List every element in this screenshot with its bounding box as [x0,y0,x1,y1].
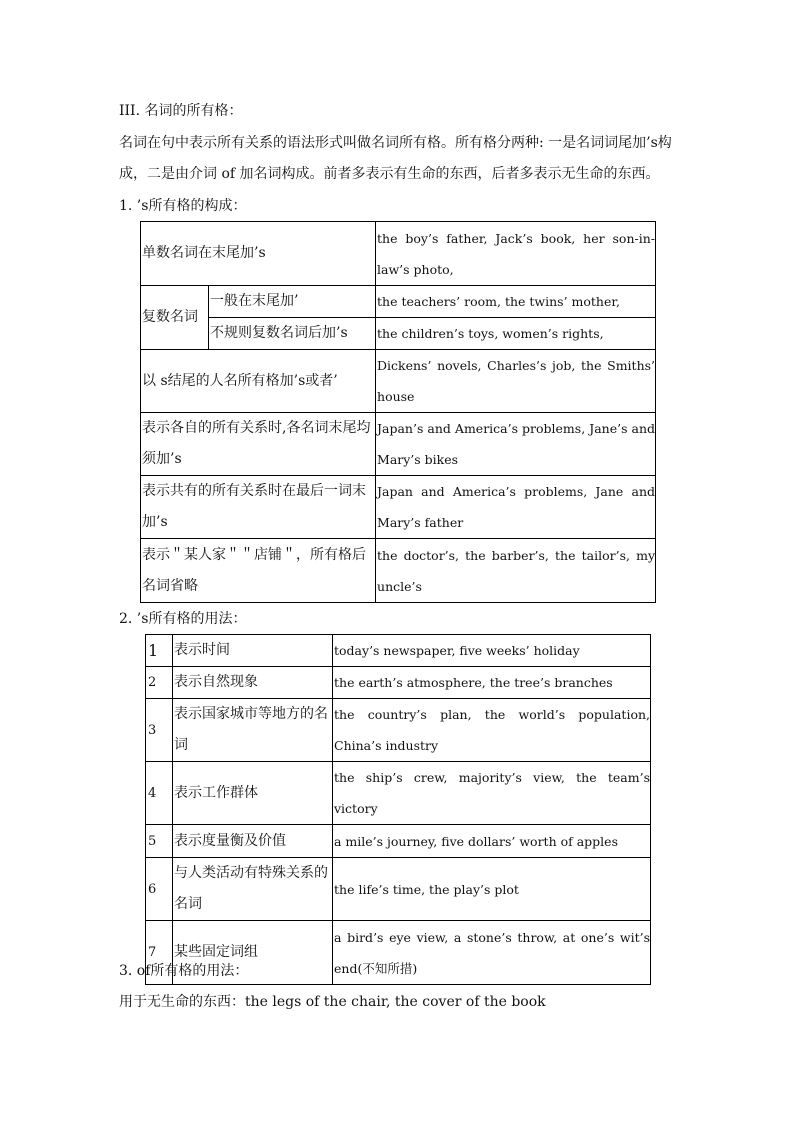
example-cell: a mile’s journey, five dollars’ worth of apples [333,825,651,858]
part1-heading: 1. ’s所有格的构成： [119,198,247,214]
part2-heading: 2. ’s所有格的用法： [119,611,247,627]
table-row [141,318,656,350]
row-number: 1 [146,635,173,667]
table-row [141,350,656,413]
table-row [141,413,656,476]
table-row [146,762,651,825]
example-cell: a bird’s eye view, a stone’s throw, at one’s wit’s end(不知所措) [333,921,651,985]
rule-cell: 单数名词在末尾加’s [141,222,376,286]
table-row [146,635,651,667]
example-cell: the country’s plan, the world’s population, China’s industry [333,699,651,762]
example-cell: the ship’s crew, majority’s view, the team’s victory [333,762,651,825]
example-cell: the life’s time, the play’s plot [333,858,651,921]
rule-cell: 以 s结尾的人名所有格加’s或者’ [141,350,376,413]
example-cell: the doctor’s, the barber’s, the tailor’s, my uncle’s [376,539,656,603]
example-cell: the teachers’ room, the twins’ mother, [376,286,656,318]
intro-paragraph: 名词在句中表示所有关系的语法形式叫做名词所有格。所有格分两种: 一是名词词尾加’s构成，二是由介词 of 加名词构成。前者多表示有生命的东西，后者多表示无生命的东西。 [119,135,672,182]
rule-cell: 表示各自的所有关系时,各名词末尾均须加’s [141,413,376,476]
example-cell: the earth’s atmosphere, the tree’s branches [333,667,651,699]
table-row [141,539,656,603]
usage-cell: 表示工作群体 [173,762,333,825]
example-cell: Japan and America’s problems, Jane and Mary’s father [376,476,656,539]
section-title: III. 名词的所有格： [119,103,243,119]
usage-cell: 某些固定词组 [173,921,333,985]
part3-heading: 3. of所有格的用法： [119,963,249,979]
table-row [141,286,656,318]
table-row [146,667,651,699]
example-cell: today’s newspaper, five weeks’ holiday [333,635,651,667]
table-row [141,222,656,286]
example-cell: Dickens’ novels, Charles’s job, the Smiths’ house [376,350,656,413]
usage-cell: 表示度量衡及价值 [173,825,333,858]
rule-cell: 表示＂某人家＂＂店铺＂，所有格后名词省略 [141,539,376,603]
table-row [146,699,651,762]
row-number: 5 [146,825,173,858]
rule-cell: 复数名词 [141,286,209,350]
row-number: 4 [146,762,173,825]
example-cell: Japan’s and America’s problems, Jane’s and Mary’s bikes [376,413,656,476]
possessive-formation-table [140,221,656,603]
sub-rule-cell: 不规则复数名词后加’s [209,318,376,350]
table-row [146,825,651,858]
usage-cell: 表示国家城市等地方的名词 [173,699,333,762]
usage-cell: 表示自然现象 [173,667,333,699]
table-row [141,476,656,539]
table-row [146,858,651,921]
example-cell: the boy’s father, Jack’s book, her son-in-law’s photo, [376,222,656,286]
rule-cell: 表示共有的所有关系时在最后一词末加’s [141,476,376,539]
row-number: 3 [146,699,173,762]
usage-cell: 与人类活动有特殊关系的名词 [173,858,333,921]
sub-rule-cell: 一般在末尾加’ [209,286,376,318]
row-number: 6 [146,858,173,921]
possessive-usage-table [145,634,651,985]
row-number: 7 [146,921,173,985]
row-number: 2 [146,667,173,699]
usage-cell: 表示时间 [173,635,333,667]
example-cell: the children’s toys, women’s rights, [376,318,656,350]
part3-line: 用于无生命的东西：the legs of the chair, the cover of the book [119,994,546,1010]
